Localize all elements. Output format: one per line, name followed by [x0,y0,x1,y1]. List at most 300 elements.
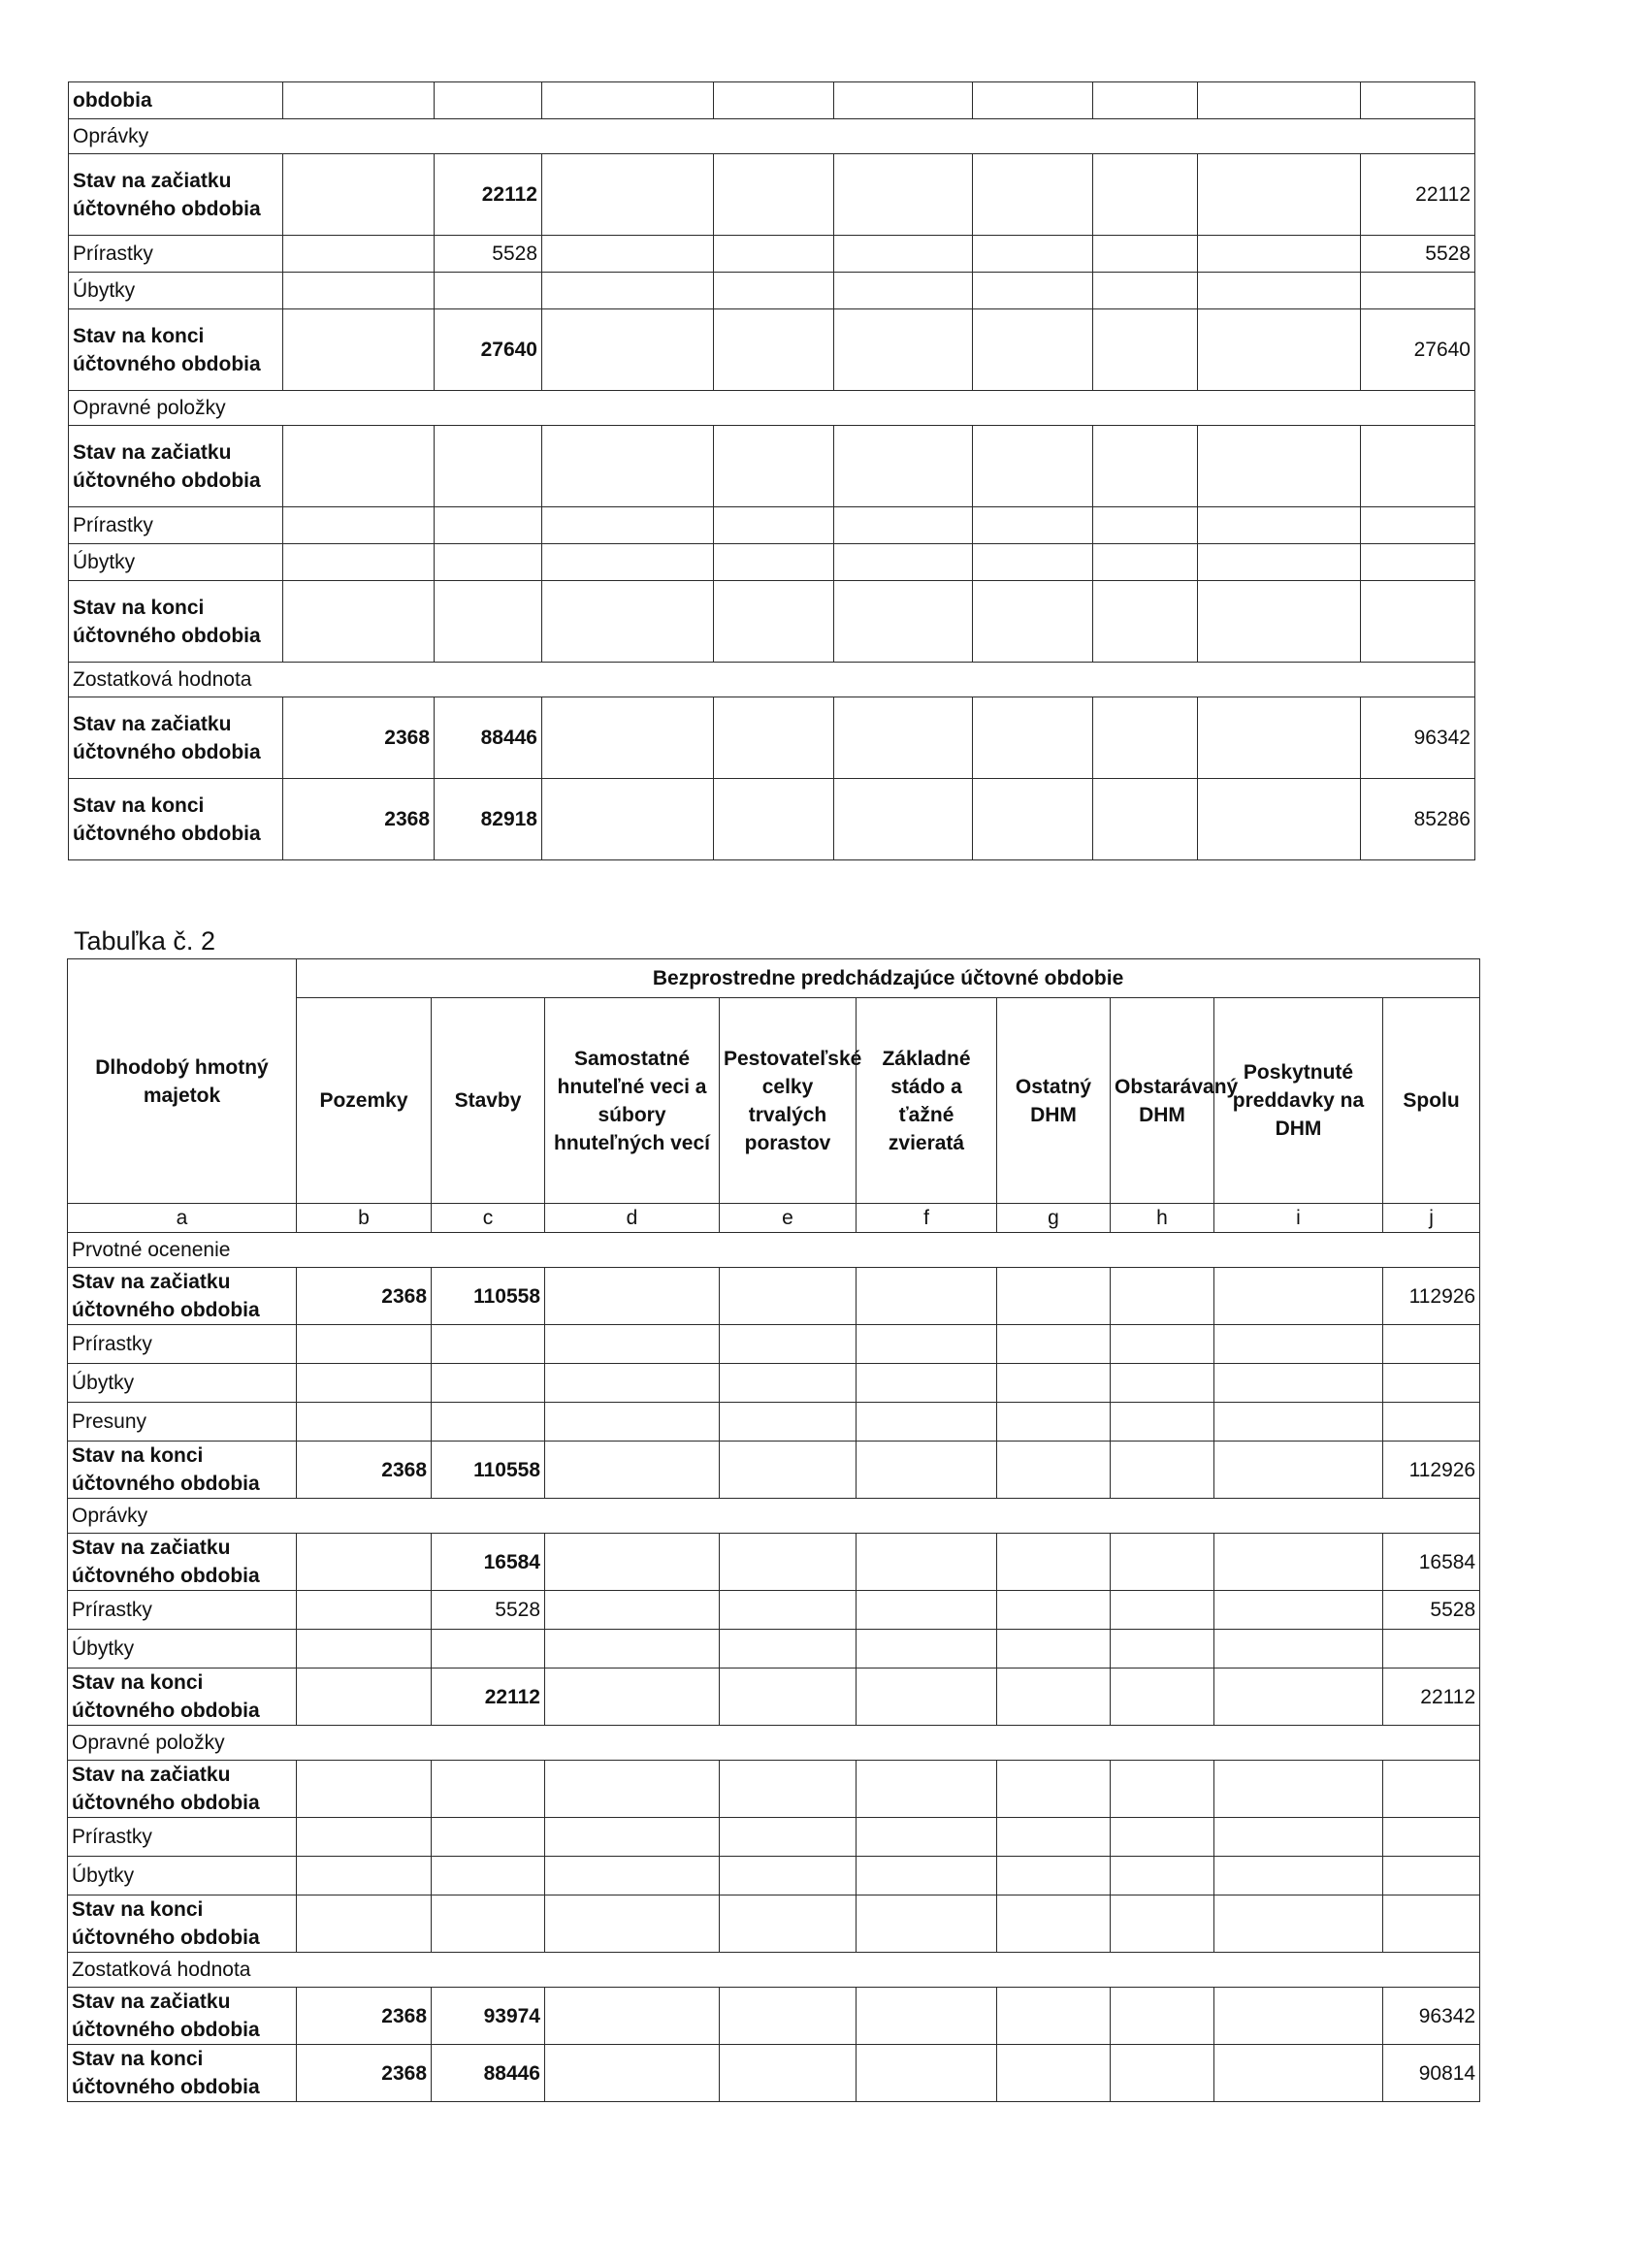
cell-d [545,1895,720,1953]
cell-f [834,273,973,309]
row-header-label: Dlhodobý hmotný majetok [95,1055,269,1107]
row-label: Stav na začiatku účtovného obdobia [68,1534,297,1591]
cell-d [542,779,714,860]
cell-f [857,1442,997,1499]
cell-i [1198,154,1361,236]
cell-f [857,2045,997,2102]
section-label: Prvotné ocenenie [68,1233,1480,1268]
cell-j: 27640 [1361,309,1475,391]
cell-j [1383,1630,1480,1669]
cell-c [435,544,542,581]
cell-c: 16584 [432,1534,545,1591]
row-label: Úbytky [68,1364,297,1403]
column-letter: b [297,1204,432,1233]
cell-c [432,1895,545,1953]
cell-i [1214,1403,1383,1442]
cell-d [545,1364,720,1403]
cell-h [1111,1268,1214,1325]
column-header: Spolu [1383,998,1480,1204]
cell-e [714,273,834,309]
cell-c [435,581,542,663]
cell-b [297,1591,432,1630]
table-row [68,1591,1480,1630]
cell-f [857,1591,997,1630]
cell-j: 16584 [1383,1534,1480,1591]
cell-i [1214,1364,1383,1403]
cell-f [834,426,973,507]
cell-c [435,82,542,119]
cell-h [1093,154,1198,236]
cell-f [834,236,973,273]
cell-b [297,1895,432,1953]
table-row [68,1988,1480,2045]
cell-c [435,426,542,507]
column-letter: f [857,1204,997,1233]
row-label: Prírastky [68,1818,297,1857]
column-letter: c [432,1204,545,1233]
cell-c: 93974 [432,1988,545,2045]
cell-e [714,426,834,507]
cell-h [1093,581,1198,663]
cell-f [834,82,973,119]
cell-d [545,1325,720,1364]
cell-c: 5528 [432,1591,545,1630]
row-label: Stav na začiatku účtovného obdobia [69,154,283,236]
cell-e [720,1364,857,1403]
cell-e [720,1630,857,1669]
cell-j: 112926 [1383,1442,1480,1499]
cell-j: 22112 [1361,154,1475,236]
cell-d [542,236,714,273]
cell-j: 96342 [1383,1988,1480,2045]
cell-h [1111,1669,1214,1726]
column-header: Pozemky [297,998,432,1204]
cell-j: 96342 [1361,697,1475,779]
cell-f [857,1534,997,1591]
cell-d [542,581,714,663]
table-row [68,1325,1480,1364]
cell-d [542,273,714,309]
row-label: Stav na začiatku účtovného obdobia [68,1268,297,1325]
row-label: Stav na konci účtovného obdobia [68,1442,297,1499]
cell-c: 5528 [435,236,542,273]
cell-h [1111,1818,1214,1857]
cell-b [283,309,435,391]
table-row [68,2045,1480,2102]
cell-b [283,581,435,663]
cell-j [1383,1761,1480,1818]
cell-d [545,1988,720,2045]
cell-g [997,1403,1111,1442]
cell-h [1111,1403,1214,1442]
cell-e [714,507,834,544]
row-label: Presuny [68,1403,297,1442]
cell-h [1111,1988,1214,2045]
cell-d [542,154,714,236]
table-row [68,1403,1480,1442]
cell-h [1111,1442,1214,1499]
row-label: Stav na konci účtovného obdobia [68,1895,297,1953]
cell-i [1214,1591,1383,1630]
cell-d [542,507,714,544]
cell-i [1214,1268,1383,1325]
cell-g [973,544,1093,581]
cell-c [435,273,542,309]
cell-b: 2368 [297,1268,432,1325]
cell-c [432,1325,545,1364]
table-row [69,154,1475,236]
cell-h [1093,309,1198,391]
table-row [68,1364,1480,1403]
row-label: Stav na začiatku účtovného obdobia [69,426,283,507]
column-header: Ostatný DHM [997,998,1111,1204]
cell-c: 22112 [435,154,542,236]
table-row [68,1630,1480,1669]
cell-c [435,507,542,544]
table-row [68,1818,1480,1857]
cell-b [283,154,435,236]
cell-i [1198,507,1361,544]
cell-i [1198,82,1361,119]
cell-j: 85286 [1361,779,1475,860]
cell-d [545,1534,720,1591]
row-label: Stav na začiatku účtovného obdobia [69,697,283,779]
cell-e [714,309,834,391]
column-header: Poskytnuté preddavky na DHM [1214,998,1383,1204]
group-header: Bezprostredne predchádzajúce účtovné obdobie [297,959,1480,998]
column-letter: i [1214,1204,1383,1233]
table-row [69,507,1475,544]
row-label: Prírastky [68,1325,297,1364]
cell-b: 2368 [297,1988,432,2045]
cell-f [857,1403,997,1442]
cell-e [714,154,834,236]
section-label: Oprávky [69,119,1475,154]
cell-b [283,507,435,544]
cell-e [720,1534,857,1591]
cell-g [997,1818,1111,1857]
cell-e [720,1442,857,1499]
column-letter: j [1383,1204,1480,1233]
table-row [69,779,1475,860]
cell-c: 88446 [432,2045,545,2102]
table-row [68,1534,1480,1591]
cell-g [997,1534,1111,1591]
cell-j [1383,1364,1480,1403]
cell-g [973,779,1093,860]
cell-j [1383,1857,1480,1895]
column-header: Obstarávaný DHM [1111,998,1214,1204]
column-letter: e [720,1204,857,1233]
cell-e [720,1857,857,1895]
cell-g [997,1857,1111,1895]
cell-f [857,1818,997,1857]
cell-d [545,1630,720,1669]
cell-h [1093,697,1198,779]
cell-i [1198,779,1361,860]
row-header-cell [68,959,297,1204]
row-label: Stav na začiatku účtovného obdobia [68,1761,297,1818]
cell-g [997,1988,1111,2045]
row-label: obdobia [69,82,283,119]
column-letter: h [1111,1204,1214,1233]
cell-f [857,1761,997,1818]
table-2 [67,958,1480,2102]
cell-b [297,1403,432,1442]
cell-d [545,1818,720,1857]
cell-e [720,1761,857,1818]
cell-j [1383,1403,1480,1442]
cell-g [997,1630,1111,1669]
table-row [68,1268,1480,1325]
column-letters-row [68,1204,1480,1233]
cell-f [834,779,973,860]
cell-i [1198,581,1361,663]
cell-b [283,426,435,507]
cell-j [1361,426,1475,507]
section-label: Opravné položky [68,1726,1480,1761]
cell-f [834,544,973,581]
cell-e [720,1895,857,1953]
table-row [68,1857,1480,1895]
cell-c [432,1818,545,1857]
row-label: Stav na konci účtovného obdobia [68,1669,297,1726]
cell-b [283,544,435,581]
section-row [69,391,1475,426]
cell-h [1093,507,1198,544]
cell-j [1383,1895,1480,1953]
column-letter: d [545,1204,720,1233]
cell-f [857,1669,997,1726]
cell-g [973,309,1093,391]
cell-c: 22112 [432,1669,545,1726]
cell-g [973,581,1093,663]
cell-j [1383,1818,1480,1857]
cell-j [1383,1325,1480,1364]
cell-f [834,697,973,779]
cell-g [973,236,1093,273]
cell-i [1198,309,1361,391]
cell-h [1093,779,1198,860]
table-2-caption: Tabuľka č. 2 [74,926,215,956]
table-row [69,581,1475,663]
cell-d [542,697,714,779]
cell-b [283,82,435,119]
cell-e [720,1591,857,1630]
column-header: Základné stádo a ťažné zvieratá [857,998,997,1204]
cell-c [432,1630,545,1669]
row-label: Stav na konci účtovného obdobia [68,2045,297,2102]
cell-h [1111,1630,1214,1669]
cell-g [997,1761,1111,1818]
cell-e [720,1818,857,1857]
cell-c [432,1403,545,1442]
cell-d [542,82,714,119]
cell-f [857,1988,997,2045]
cell-e [714,544,834,581]
cell-b [297,1669,432,1726]
table-row [68,1895,1480,1953]
cell-b [297,1818,432,1857]
cell-j [1361,273,1475,309]
cell-j [1361,581,1475,663]
cell-h [1093,82,1198,119]
cell-d [545,2045,720,2102]
table-row [69,273,1475,309]
cell-j: 5528 [1361,236,1475,273]
cell-g [973,154,1093,236]
cell-d [545,1669,720,1726]
cell-i [1198,236,1361,273]
section-label: Zostatková hodnota [68,1953,1480,1988]
section-row [69,663,1475,697]
cell-i [1214,1669,1383,1726]
cell-f [834,154,973,236]
cell-h [1093,544,1198,581]
row-label: Prírastky [69,236,283,273]
cell-h [1111,1364,1214,1403]
section-row [68,1726,1480,1761]
cell-d [542,309,714,391]
cell-j [1361,82,1475,119]
cell-g [973,273,1093,309]
column-header: Stavby [432,998,545,1204]
row-label: Stav na konci účtovného obdobia [69,581,283,663]
table-row [69,236,1475,273]
cell-i [1198,697,1361,779]
cell-e [720,1988,857,2045]
cell-j: 90814 [1383,2045,1480,2102]
cell-g [997,1325,1111,1364]
cell-d [545,1268,720,1325]
table-row [68,1761,1480,1818]
cell-b [283,236,435,273]
table-row [69,82,1475,119]
cell-h [1111,2045,1214,2102]
cell-i [1214,1761,1383,1818]
cell-g [973,697,1093,779]
section-label: Opravné položky [69,391,1475,426]
table-row [69,309,1475,391]
cell-e [720,2045,857,2102]
table-1-body [69,82,1475,860]
cell-b [297,1325,432,1364]
cell-b [297,1364,432,1403]
table-2-header [68,959,1480,1233]
cell-b: 2368 [283,697,435,779]
cell-d [545,1761,720,1818]
cell-j: 22112 [1383,1669,1480,1726]
column-letter: g [997,1204,1111,1233]
cell-b [297,1630,432,1669]
cell-e [720,1403,857,1442]
cell-c [432,1857,545,1895]
cell-b [297,1761,432,1818]
table-row [69,697,1475,779]
cell-i [1198,426,1361,507]
cell-g [973,507,1093,544]
table-2-body [68,1233,1480,2102]
cell-i [1214,1857,1383,1895]
cell-i [1214,1818,1383,1857]
cell-j: 112926 [1383,1268,1480,1325]
row-label: Úbytky [69,273,283,309]
cell-c [432,1364,545,1403]
cell-f [857,1325,997,1364]
cell-e [714,779,834,860]
section-row [68,1233,1480,1268]
cell-h [1093,426,1198,507]
cell-e [720,1325,857,1364]
cell-e [720,1268,857,1325]
cell-g [997,1669,1111,1726]
row-label: Úbytky [68,1630,297,1669]
cell-b [297,1534,432,1591]
row-label: Úbytky [68,1857,297,1895]
cell-j [1361,544,1475,581]
cell-f [857,1630,997,1669]
cell-e [714,236,834,273]
cell-e [714,697,834,779]
cell-d [545,1591,720,1630]
cell-g [997,1895,1111,1953]
row-label: Prírastky [68,1591,297,1630]
cell-e [714,82,834,119]
cell-g [997,1364,1111,1403]
table-row [68,1669,1480,1726]
cell-c [432,1761,545,1818]
cell-c: 82918 [435,779,542,860]
table-row [69,544,1475,581]
cell-h [1111,1895,1214,1953]
cell-h [1111,1857,1214,1895]
cell-f [857,1857,997,1895]
table-row [68,1442,1480,1499]
cell-g [997,1268,1111,1325]
cell-f [834,507,973,544]
cell-c: 110558 [432,1442,545,1499]
cell-h [1111,1325,1214,1364]
cell-e [714,581,834,663]
cell-h [1093,236,1198,273]
cell-f [834,309,973,391]
cell-i [1214,1534,1383,1591]
cell-i [1214,1895,1383,1953]
column-header: Samostatné hnuteľné veci a súbory hnuteľných vecí [545,998,720,1204]
column-letter: a [68,1204,297,1233]
cell-e [720,1669,857,1726]
row-label: Úbytky [69,544,283,581]
cell-b: 2368 [297,2045,432,2102]
cell-i [1198,273,1361,309]
cell-g [973,426,1093,507]
cell-b: 2368 [283,779,435,860]
cell-i [1214,2045,1383,2102]
cell-f [834,581,973,663]
section-label: Zostatková hodnota [69,663,1475,697]
cell-j: 5528 [1383,1591,1480,1630]
section-row [68,1499,1480,1534]
cell-f [857,1268,997,1325]
row-label: Stav na konci účtovného obdobia [69,309,283,391]
cell-g [997,2045,1111,2102]
cell-f [857,1895,997,1953]
cell-i [1214,1325,1383,1364]
column-header: Pestovateľské celky trvalých porastov [720,998,857,1204]
section-row [68,1953,1480,1988]
cell-i [1214,1988,1383,2045]
row-label: Stav na začiatku účtovného obdobia [68,1988,297,2045]
